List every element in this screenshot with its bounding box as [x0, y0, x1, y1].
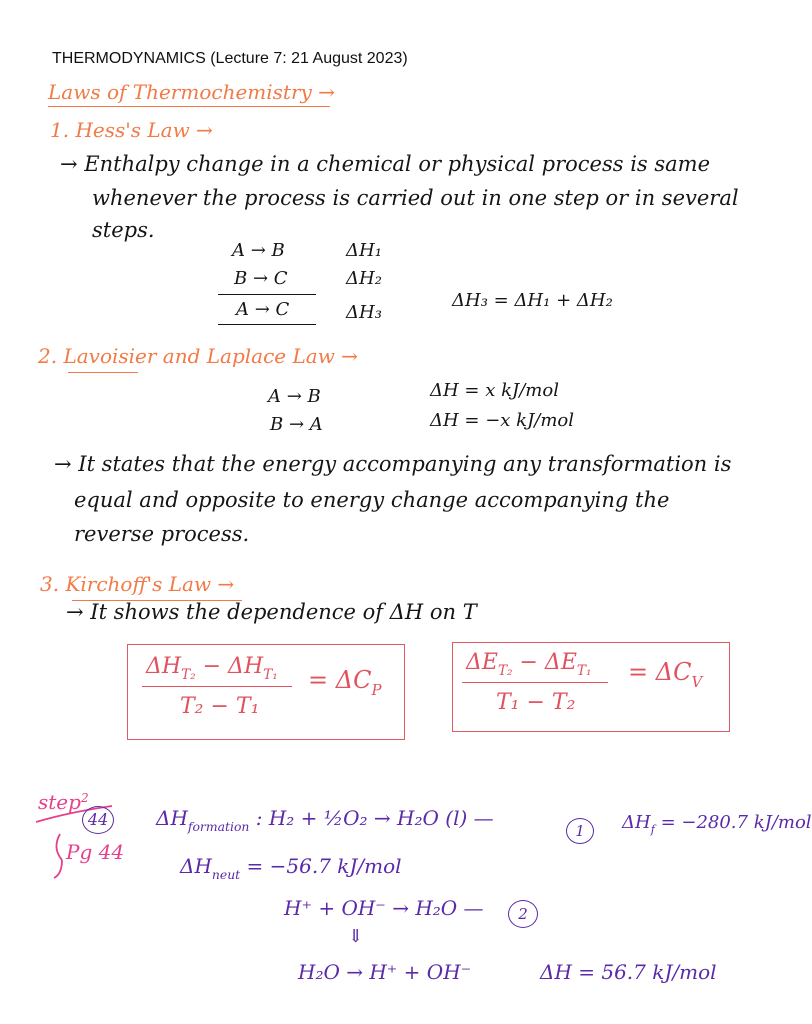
formation-dh-value: $\Delta H_f = -280.7$ kJ/mol: [622, 812, 812, 837]
hess-text-3: steps.: [92, 218, 155, 242]
box-cp-numerator: $\Delta H_{T_2} - \Delta H_{T_1}$: [146, 654, 278, 684]
lavoisier-text-3: reverse process.: [74, 522, 250, 546]
kirchoff-text: → It shows the dependence of ΔH on T: [66, 600, 477, 624]
step-label: step$^2$: [38, 790, 89, 814]
lavoisier-dh-2: ΔH = −x kJ/mol: [430, 410, 575, 431]
hess-heading: 1. Hess's Law →: [50, 118, 213, 142]
hess-text-1: → Enthalpy change in a chemical or physical process is same: [60, 152, 711, 176]
reverse-dh: ΔH = 56.7 kJ/mol: [540, 960, 717, 984]
hess-dh-3: ΔH₃: [346, 302, 382, 323]
section-title: Laws of Thermochemistry →: [48, 80, 335, 104]
lavoisier-text-2: equal and opposite to energy change accompanying the: [74, 488, 670, 512]
step-number-circle: 44: [82, 806, 114, 834]
ionic-equation: H⁺ + OH⁻ → H₂O —: [284, 896, 484, 920]
hess-reaction-3: A → C: [236, 299, 290, 320]
down-arrow: ⇓: [348, 926, 364, 947]
step-page-ref: Pg 44: [66, 840, 125, 864]
neutralization-dh: $\Delta H_{neut} = -56.7$ kJ/mol: [180, 854, 402, 882]
equation-1-marker: 1: [566, 818, 594, 844]
lavoisier-dh-1: ΔH = x kJ/mol: [430, 380, 559, 401]
hess-text-2: whenever the process is carried out in one step or in several: [92, 186, 739, 210]
equation-2-marker: 2: [508, 900, 538, 928]
box-cp-denominator: T₂ − T₁: [180, 694, 260, 719]
kirchoff-heading: 3. Kirchoff's Law →: [40, 572, 235, 596]
hess-reaction-1: A → B: [232, 240, 285, 261]
box-cv-denominator: T₁ − T₂: [496, 690, 576, 715]
hess-reaction-2: B → C: [234, 268, 288, 289]
page-header: THERMODYNAMICS (Lecture 7: 21 August 2023): [52, 50, 408, 67]
lavoisier-text-1: → It states that the energy accompanying any transformation is: [54, 452, 732, 476]
reverse-equation: H₂O → H⁺ + OH⁻: [298, 960, 472, 984]
box-cv-numerator: $\Delta E_{T_2} - \Delta E_{T_1}$: [466, 650, 592, 680]
lavoisier-heading: 2. Lavoisier and Laplace Law →: [38, 344, 358, 368]
hess-dh-2: ΔH₂: [346, 268, 382, 289]
lavoisier-reaction-2: B → A: [270, 414, 323, 435]
box-cp-rhs: = $\Delta C_P$: [308, 666, 382, 699]
hess-dh-1: ΔH₁: [346, 240, 382, 261]
formation-equation: $\Delta H_{formation}$ : H₂ + ½O₂ → H₂O (l) —: [156, 806, 494, 834]
lavoisier-reaction-1: A → B: [268, 386, 321, 407]
hess-equation: ΔH₃ = ΔH₁ + ΔH₂: [452, 290, 613, 311]
box-cv-rhs: = $\Delta C_V$: [628, 658, 703, 691]
